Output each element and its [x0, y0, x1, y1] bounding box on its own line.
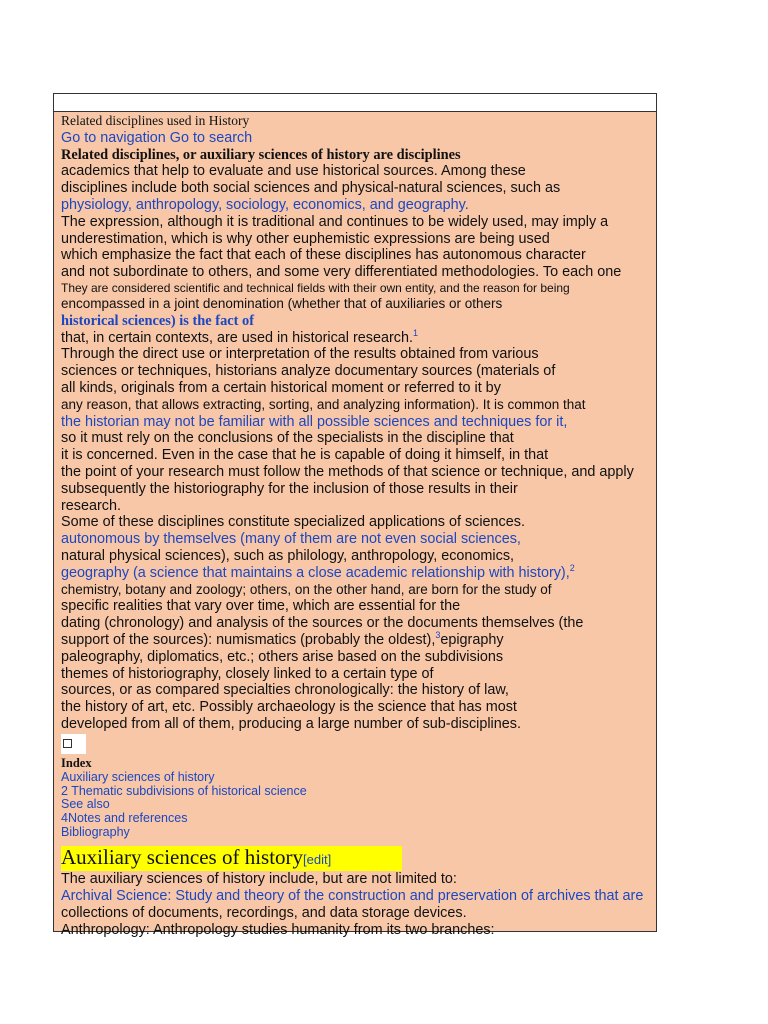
index-item[interactable]: Auxiliary sciences of history — [61, 769, 215, 784]
p4: Some of these disciplines constitute specialized applications of sciences. — [61, 514, 525, 531]
index-item[interactable]: Bibliography — [61, 825, 130, 840]
p4e-line-3: the history of art, etc. Possibly archaeology is the science that has most — [61, 699, 517, 716]
index-toggle-checkbox[interactable] — [61, 734, 86, 754]
p3b-line-1: it is concerned. Even in the case that he is capable of doing it himself, in that — [61, 447, 549, 464]
p3-link[interactable]: the historian may not be familiar with all possible sciences and techniques for it, — [61, 413, 568, 430]
p1-link[interactable]: physiology, anthropology, sociology, economics, and geography. — [61, 196, 469, 213]
s1-link[interactable]: Archival Science: Study and theory of the construction and preservation of archives that are — [61, 887, 644, 904]
index-item[interactable]: See also — [61, 797, 110, 812]
p4e-line-4: developed from all of them, producing a large number of sub-disciplines. — [61, 715, 521, 732]
p1-line-1: disciplines include both social sciences and physical-natural sciences, such as — [61, 180, 561, 197]
edit-link[interactable]: [edit] — [303, 852, 332, 868]
p4c-line-0: specific realities that vary over time, which are essential for the — [61, 598, 461, 615]
s1-b: collections of documents, recordings, and data storage devices. — [61, 904, 467, 921]
p4-link2-text[interactable]: geography (a science that maintains a close academic relationship with history), — [61, 564, 570, 581]
section-heading-text: Auxiliary sciences of history — [61, 845, 304, 870]
footnote-1[interactable]: 1 — [412, 327, 418, 338]
checkbox-icon[interactable] — [63, 739, 72, 748]
p2-b: encompassed in a joint denomination (whether that of auxiliaries or others — [61, 295, 503, 311]
p3-caption: any reason, that allows extracting, sorting, and analyzing information). It is common that — [61, 396, 586, 412]
document-content — [61, 113, 661, 938]
s1: The auxiliary sciences of history include, but are not limited to: — [61, 871, 457, 888]
s1-c: Anthropology: Anthropology studies humanity from its two branches: — [61, 921, 495, 938]
p3b-line-4: research. — [61, 497, 121, 514]
document-frame — [53, 93, 657, 938]
p4-small: chemistry, botany and zoology; others, on the other hand, are born for the study of — [61, 581, 552, 597]
index-item[interactable]: 2 Thematic subdivisions of historical science — [61, 783, 307, 798]
p4-d — [61, 632, 661, 649]
p2-c — [61, 327, 661, 347]
p2-link-bold[interactable]: historical sciences) is the fact of — [61, 312, 255, 329]
p1-line-0: academics that help to evaluate and use historical sources. Among these — [61, 163, 526, 180]
p2-c-text: that, in certain contexts, are used in historical research. — [61, 329, 413, 346]
footnote-3[interactable]: 3 — [435, 630, 441, 641]
p4e-line-2: sources, or as compared specialties chronologically: the history of law, — [61, 682, 509, 699]
nav-links[interactable]: Go to navigation Go to search — [61, 129, 253, 146]
p2-line-1: underestimation, which is why other euphemistic expressions are being used — [61, 230, 550, 247]
p4e-line-0: paleography, diplomatics, etc.; others arise based on the subdivisions — [61, 648, 504, 665]
p3-line-1: sciences or techniques, historians analyze documentary sources (materials of — [61, 363, 556, 380]
page-title: Related disciplines used in History — [61, 113, 250, 128]
p4-d-post: epigraphy — [440, 631, 504, 648]
section-heading — [61, 846, 402, 871]
p2-small: They are considered scientific and technical fields with their own entity, and the reason for being — [61, 280, 570, 295]
lead-bold: Related disciplines, or auxiliary sciences of history are disciplines — [61, 146, 461, 163]
p3-line-2: all kinds, originals from a certain historical moment or referred to it by — [61, 379, 501, 396]
p2-line-2: which emphasize the fact that each of these disciplines has autonomous character — [61, 247, 586, 264]
p4-link[interactable]: autonomous by themselves (many of them are not even social sciences, — [61, 531, 521, 548]
index-title: Index — [61, 755, 92, 770]
p3-line-0: Through the direct use or interpretation of the results obtained from various — [61, 346, 539, 363]
p2-line-0: The expression, although it is traditional and continues to be widely used, may imply a — [61, 213, 609, 230]
p4-b: natural physical sciences), such as philology, anthropology, economics, — [61, 547, 515, 564]
p3b-line-2: the point of your research must follow the methods of that science or technique, and apply — [61, 463, 634, 480]
p4c-line-1: dating (chronology) and analysis of the sources or the documents themselves (the — [61, 615, 584, 632]
index-item[interactable]: 4Notes and references — [61, 811, 188, 826]
p2-line-3: and not subordinate to others, and some very differentiated methodologies. To each one — [61, 264, 622, 281]
footnote-2[interactable]: 2 — [569, 562, 575, 573]
p3b-line-3: subsequently the historiography for the inclusion of those results in their — [61, 480, 518, 497]
p4-d-pre: support of the sources): numismatics (probably the oldest), — [61, 631, 436, 648]
p3b-line-0: so it must rely on the conclusions of the specialists in the discipline that — [61, 430, 514, 447]
p4e-line-1: themes of historiography, closely linked to a certain type of — [61, 665, 434, 682]
p4-link2[interactable] — [61, 562, 661, 582]
document-top-bar — [54, 94, 656, 112]
